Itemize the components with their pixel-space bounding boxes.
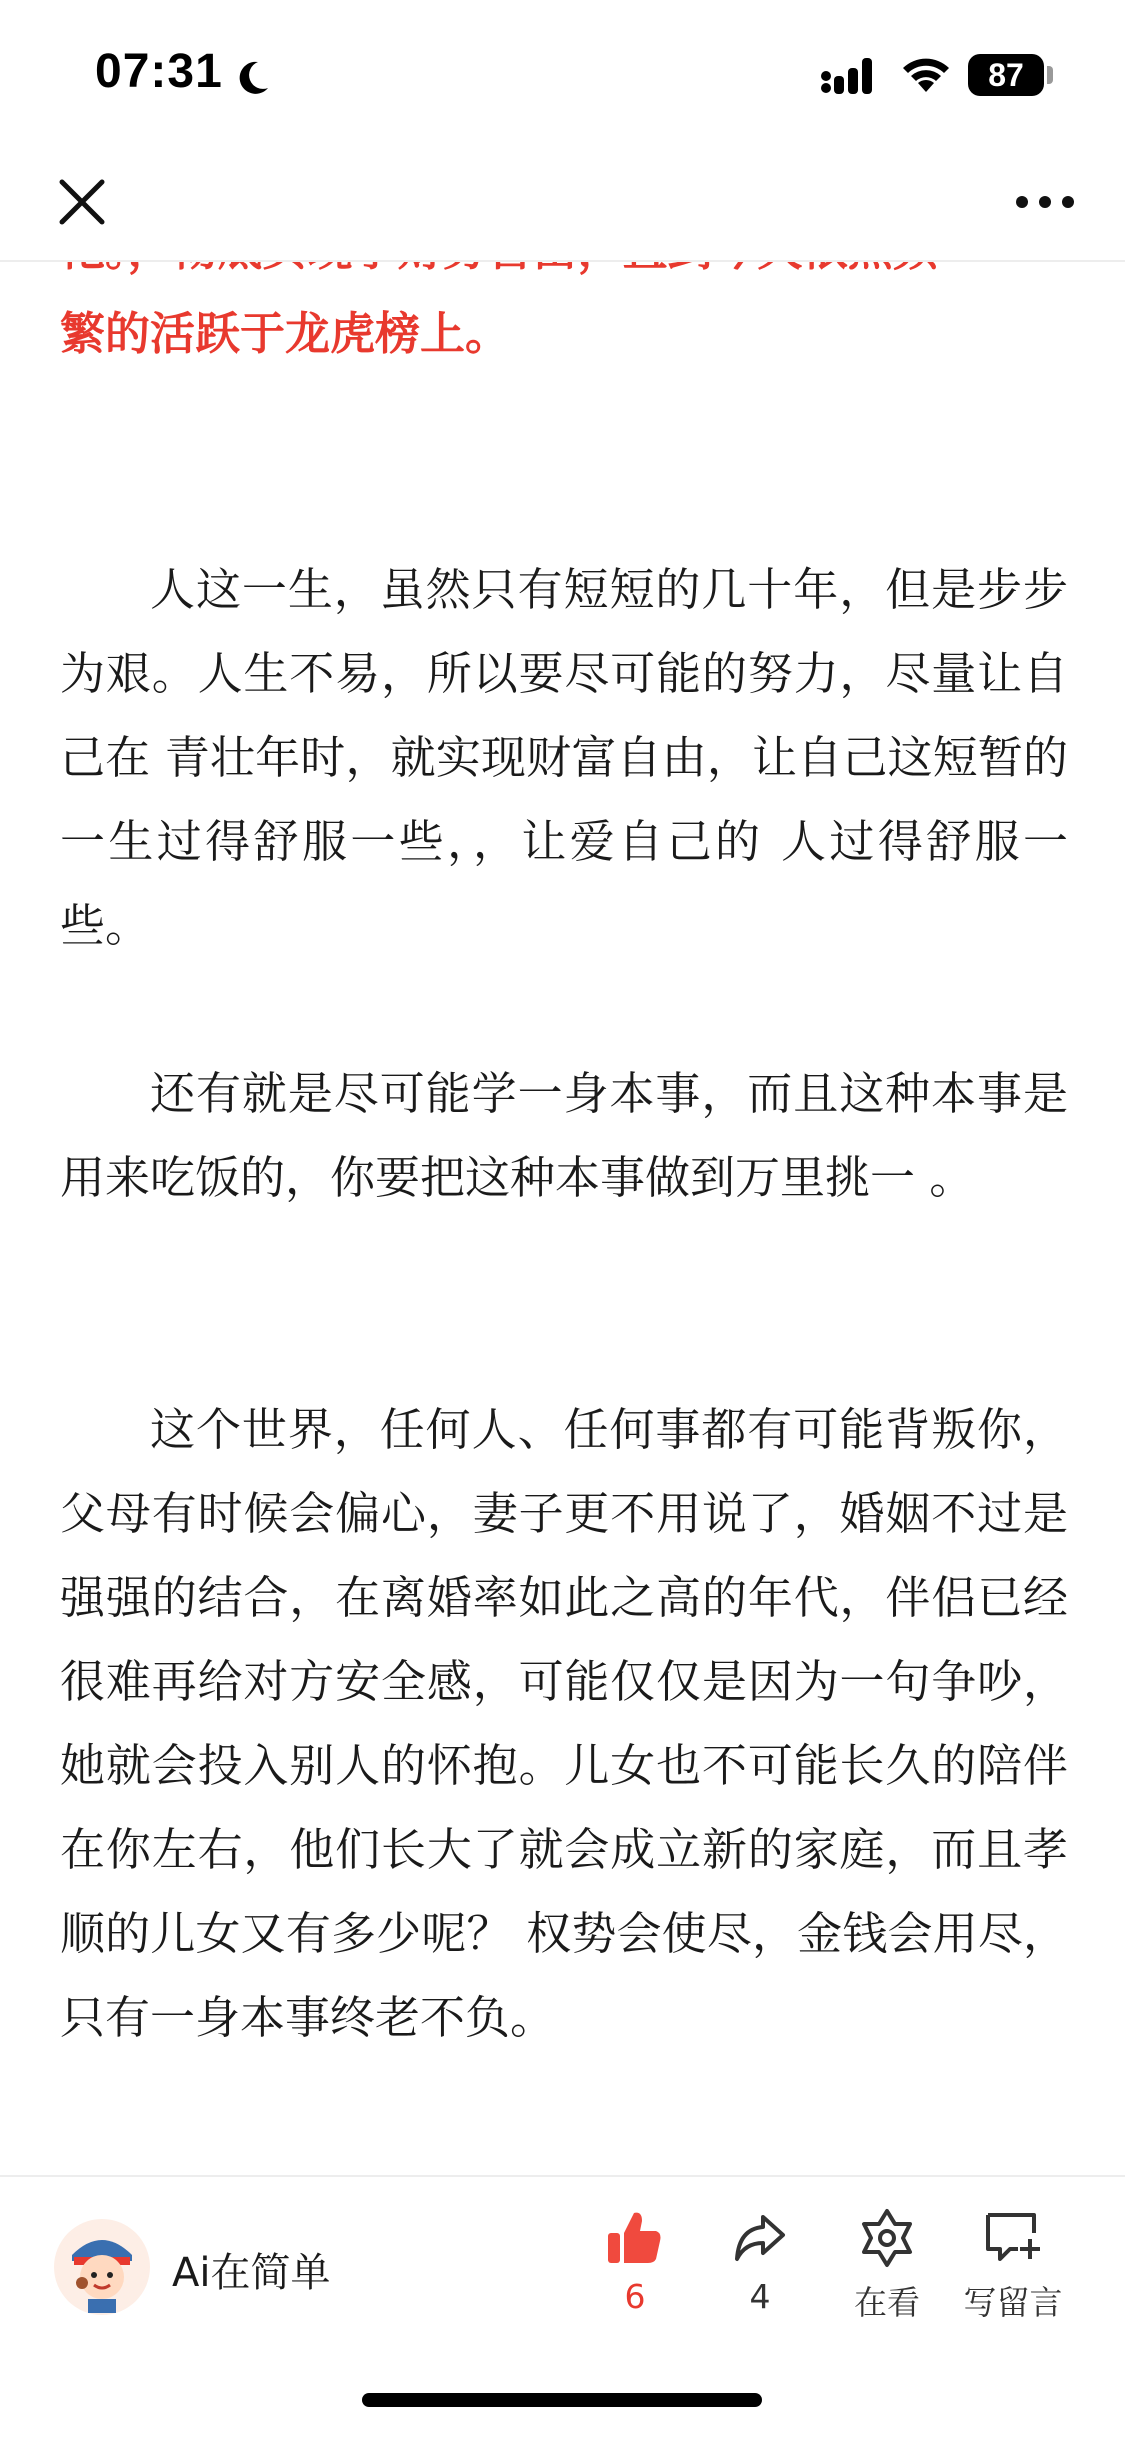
watch-label: 在看 [854, 2283, 920, 2322]
wifi-icon [900, 52, 952, 96]
author-name[interactable]: Ai在简单 [172, 2250, 331, 2296]
battery-level: 87 [988, 57, 1024, 93]
like-button[interactable] [570, 2207, 700, 2337]
author-avatar[interactable] [52, 2217, 152, 2317]
article-paragraph: 这个世界，任何人、任何事都有可能背叛你，父母有时候会偏心，妻子更不用说了，婚姻不过是强强的结合，在离婚率如此之高的年代，伴侣已经很难再给对方安全感，可能仅仅是因为一句争吵，她就会投入别人的怀抱。儿女也不可能长久的陪伴在你左右，他们长大了就会成立新的家庭，而且孝顺的儿女又有多少呢？ 权势会使尽，金钱会用尽，只有一身本事终老不负。 [60, 1403, 1068, 2044]
star-flower-icon [856, 2207, 918, 2269]
highlight-line-2: 繁的活跃于龙虎榜上。 [60, 307, 511, 360]
status-time: 07:31 [95, 45, 223, 98]
home-indicator[interactable] [362, 2393, 762, 2407]
more-icon[interactable] [1010, 170, 1080, 234]
cellular-signal-icon [820, 56, 880, 96]
watch-button[interactable] [822, 2207, 952, 2337]
battery-indicator [968, 54, 1044, 96]
comment-button[interactable] [948, 2207, 1078, 2337]
battery-cap [1047, 66, 1053, 84]
like-count: 6 [624, 2277, 646, 2316]
thumbs-up-icon [604, 2207, 666, 2269]
status-bar [0, 0, 1125, 140]
top-nav-bar [0, 140, 1125, 262]
share-count: 4 [749, 2277, 771, 2316]
article-paragraph: 人这一生，虽然只有短短的几十年，但是步步为艰。人生不易，所以要尽可能的努力，尽量让自己在 青壮年时，就实现财富自由，让自己这短暂的一生过得舒服一些，，让爱自己的 人过得舒服一些。 [60, 563, 1068, 952]
share-button[interactable] [695, 2207, 825, 2337]
moon-icon [232, 58, 272, 98]
article-paragraph: 还有就是尽可能学一身本事，而且这种本事是用来吃饭的，你要把这种本事做到万里挑一 。 [60, 1067, 1068, 1204]
comment-label: 写留言 [963, 2283, 1063, 2322]
article-body [60, 258, 1068, 2044]
comment-plus-icon [982, 2207, 1044, 2269]
share-arrow-icon [729, 2207, 791, 2269]
close-icon[interactable] [50, 170, 114, 234]
